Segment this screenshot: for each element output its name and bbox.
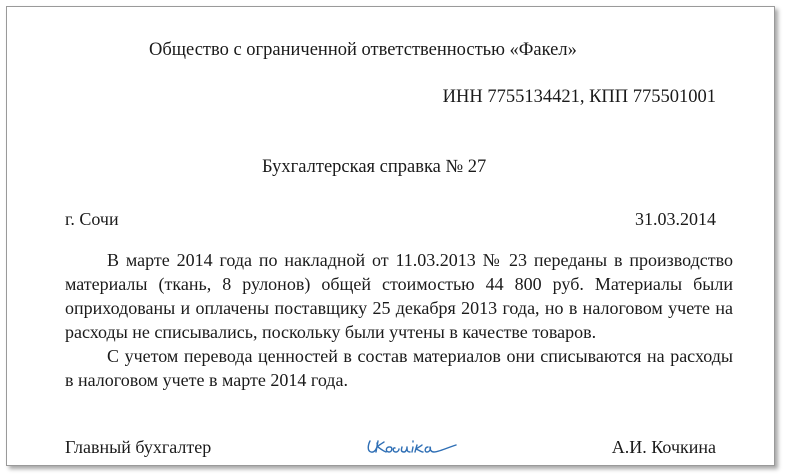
signer-name: А.И. Кочкина (611, 437, 716, 457)
tax-ids: ИНН 7755134421, КПП 775501001 (442, 87, 716, 107)
document-body (65, 248, 733, 392)
signature-role: Главный бухгалтер (65, 437, 212, 457)
handwritten-signature (364, 431, 464, 459)
organization-name: Общество с ограниченной ответственностью «Факел» (149, 40, 577, 60)
document-date: 31.03.2014 (635, 209, 716, 229)
body-paragraph: В марте 2014 года по накладной от 11.03.2013 № 23 переданы в производство материалы (ткань, 8 рулонов) общей стоимостью 44 800 руб. Материалы были оприходованы и оплачены поставщику 25 декабря 2013 года, но в налоговом учете на расходы не списывались, поскольку были учтены в качестве товаров. (65, 250, 733, 342)
document-frame (6, 6, 775, 466)
document-city: г. Сочи (65, 209, 119, 229)
document-title: Бухгалтерская справка № 27 (262, 157, 487, 177)
body-paragraph: С учетом перевода ценностей в состав материалов они списываются на расходы в налоговом учете в марте 2014 года. (65, 346, 733, 390)
